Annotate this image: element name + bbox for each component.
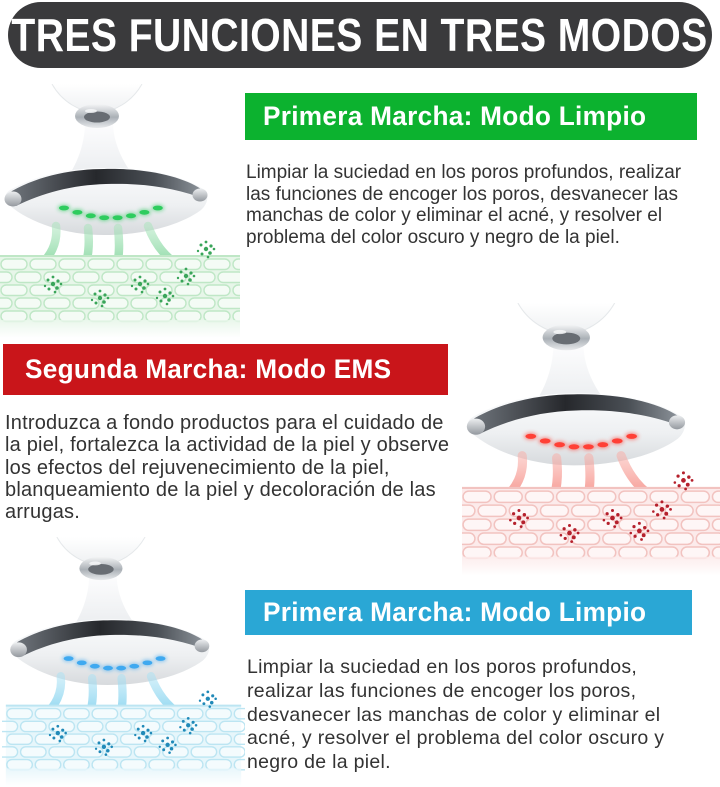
mode-banner-red (3, 344, 448, 395)
mode-banner-blue-label: Primera Marcha: Modo Limpio (263, 597, 647, 627)
facial-device-blue-led-skin-diagram (2, 537, 245, 787)
mode-banner-red-label: Segunda Marcha: Modo EMS (25, 354, 392, 384)
device-head (5, 168, 208, 235)
skin-layer (0, 241, 240, 338)
skin-layer (462, 471, 720, 576)
device-illustration-red-mode (462, 303, 720, 583)
facial-device-green-led-skin-diagram (0, 84, 240, 342)
mode-banner-green-label: Primera Marcha: Modo Limpio (263, 101, 647, 131)
mode-description-blue: Limpiar la suciedad en los poros profundos, realizar las funciones de encoger los poros, desvanecer las manchas de color y eliminar el acné, y resolver el problema del color oscuro y negro de la piel. (247, 656, 665, 774)
mode-banner-green (245, 93, 697, 140)
device-illustration-green-mode (0, 84, 240, 342)
mode-description-green: Limpiar la suciedad en los poros profundos, realizar las funciones de encoger los poros, desvanecer las manchas de color y eliminar el acné, y resolver el problema del color oscuro y negro de la piel. (246, 162, 682, 248)
page-title: TRES FUNCIONES EN TRES MODOS (11, 9, 709, 61)
mode-banner-blue (245, 590, 692, 635)
device-head (10, 619, 209, 685)
device-illustration-blue-mode (2, 537, 245, 787)
mode-description-red: Introduzca a fondo productos para el cuidado de la piel, fortalezca la actividad de la piel y observe los efectos del rejuvenecimiento de la piel, blanqueamiento de la piel y decoloración de las arrugas. (5, 412, 450, 524)
header-banner (8, 2, 712, 68)
skin-layer (2, 691, 245, 786)
facial-device-red-led-skin-diagram (462, 303, 720, 583)
device-head (467, 393, 685, 465)
